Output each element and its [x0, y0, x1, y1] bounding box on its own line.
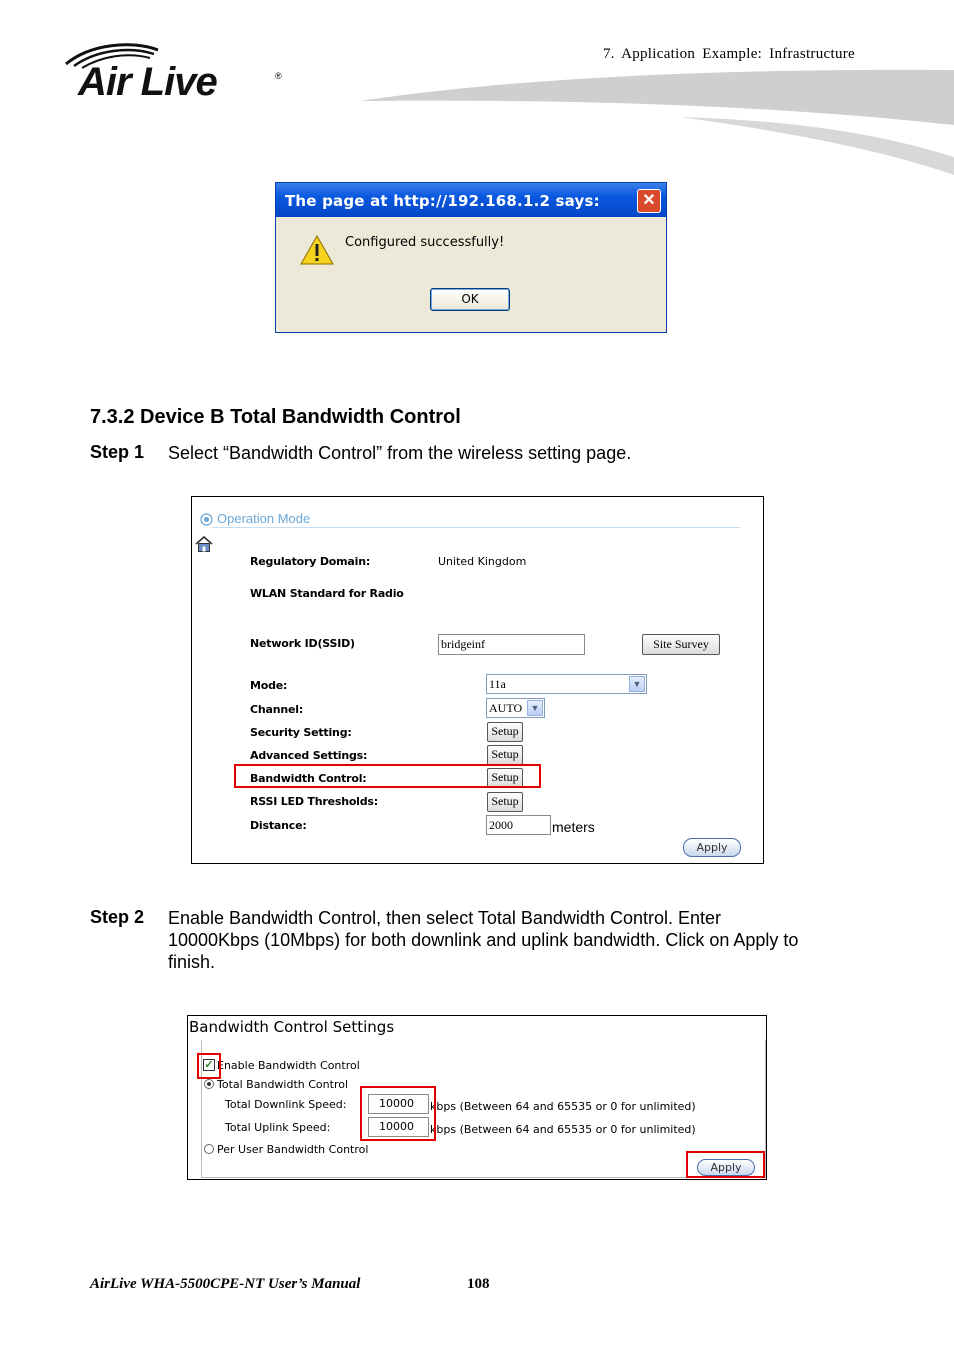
security-setup-button[interactable]: Setup — [487, 722, 523, 742]
alert-dialog — [275, 182, 667, 333]
total-bandwidth-label: Total Bandwidth Control — [217, 1078, 349, 1091]
distance-input[interactable]: 2000 — [486, 815, 551, 835]
per-user-bandwidth-label: Per User Bandwidth Control — [217, 1143, 369, 1156]
footer-page-number: 108 — [467, 1276, 490, 1292]
security-setting-label: Security Setting: — [250, 726, 352, 739]
bandwidth-highlight-box — [234, 764, 541, 788]
uplink-speed-label: Total Uplink Speed: — [225, 1121, 331, 1134]
chevron-down-icon[interactable]: ▼ — [527, 700, 543, 716]
step-2-line-1: Enable Bandwidth Control, then select Total Bandwidth Control. Enter — [168, 908, 721, 928]
advanced-settings-label: Advanced Settings: — [250, 749, 368, 762]
mode-select[interactable] — [486, 674, 647, 694]
close-icon[interactable]: ✕ — [637, 189, 661, 213]
bandwidth-control-label: Bandwidth Control: — [250, 772, 367, 785]
distance-label: Distance: — [250, 819, 307, 832]
regulatory-domain-value: United Kingdom — [438, 555, 527, 568]
rssi-setup-button[interactable]: Setup — [487, 792, 523, 812]
airlive-logo-text: Air Live — [78, 60, 217, 104]
header-section-ref: 7. Application Example: Infrastructure — [603, 46, 855, 62]
ok-button[interactable]: OK — [430, 288, 510, 311]
uplink-unit-note: kbps (Between 64 and 65535 or 0 for unlimited) — [430, 1123, 696, 1136]
checkbox-highlight-box — [197, 1053, 221, 1079]
step-2-line-2: 10000Kbps (10Mbps) for both downlink and uplink bandwidth. Click on Apply to — [168, 930, 799, 950]
dialog-message: Configured successfully! — [345, 235, 505, 250]
enable-bandwidth-checkbox[interactable]: ✓ — [204, 1059, 214, 1071]
advanced-setup-button[interactable]: Setup — [487, 745, 523, 765]
dialog-body — [280, 217, 662, 329]
bandwidth-settings-screenshot — [187, 1015, 767, 1180]
step-2-line-3: finish. — [168, 952, 216, 972]
mode-label: Mode: — [250, 679, 288, 692]
dialog-title: The page at http://192.168.1.2 says: — [285, 192, 600, 210]
channel-select-value: AUTO — [489, 701, 523, 715]
operation-mode-heading: Operation Mode — [217, 511, 311, 526]
regulatory-domain-label: Regulatory Domain: — [250, 555, 371, 568]
uplink-speed-input[interactable]: 10000 — [368, 1117, 429, 1137]
total-bandwidth-radio[interactable] — [204, 1079, 214, 1089]
per-user-bandwidth-radio[interactable] — [204, 1144, 214, 1154]
wlan-standard-label: WLAN Standard for Radio — [250, 587, 404, 600]
site-survey-button[interactable]: Site Survey — [642, 634, 720, 655]
distance-unit: meters — [552, 819, 595, 835]
step-1-text: Select “Bandwidth Control” from the wireless setting page. — [168, 443, 632, 463]
bandwidth-settings-title: Bandwidth Control Settings — [189, 1018, 395, 1036]
mode-select-value: 11a — [489, 677, 506, 691]
dialog-title-bar — [276, 183, 666, 217]
channel-label: Channel: — [250, 703, 304, 716]
bandwidth-apply-button[interactable]: Apply — [697, 1159, 755, 1176]
downlink-unit-note: kbps (Between 64 and 65535 or 0 for unlimited) — [430, 1100, 696, 1113]
registered-mark: ® — [275, 71, 282, 81]
apply-highlight-box — [686, 1151, 765, 1178]
bandwidth-setup-button[interactable]: Setup — [487, 768, 523, 788]
step-1-label: Step 1 — [90, 442, 145, 462]
rssi-led-label: RSSI LED Thresholds: — [250, 795, 378, 808]
heading-divider — [212, 527, 740, 528]
section-title: 7.3.2 Device B Total Bandwidth Control — [90, 406, 461, 428]
downlink-speed-label: Total Downlink Speed: — [225, 1098, 347, 1111]
operation-mode-screenshot — [191, 496, 764, 864]
ssid-input[interactable]: bridgeinf — [438, 634, 585, 655]
apply-button[interactable]: Apply — [683, 838, 741, 857]
speed-inputs-highlight-box — [360, 1086, 436, 1141]
header-swoosh-graphic — [350, 65, 954, 175]
radio-selected-dot — [207, 1082, 211, 1086]
downlink-speed-input[interactable]: 10000 — [368, 1094, 429, 1114]
enable-bandwidth-label: Enable Bandwidth Control — [217, 1059, 360, 1072]
ssid-label: Network ID(SSID) — [250, 637, 355, 650]
footer-manual-title: AirLive WHA-5500CPE-NT User’s Manual — [90, 1276, 361, 1292]
target-icon — [200, 513, 213, 526]
home-icon[interactable] — [195, 535, 213, 553]
warning-icon — [300, 235, 334, 265]
channel-select[interactable] — [486, 698, 545, 718]
chevron-down-icon[interactable]: ▼ — [629, 676, 645, 692]
step-2-label: Step 2 — [90, 907, 145, 927]
